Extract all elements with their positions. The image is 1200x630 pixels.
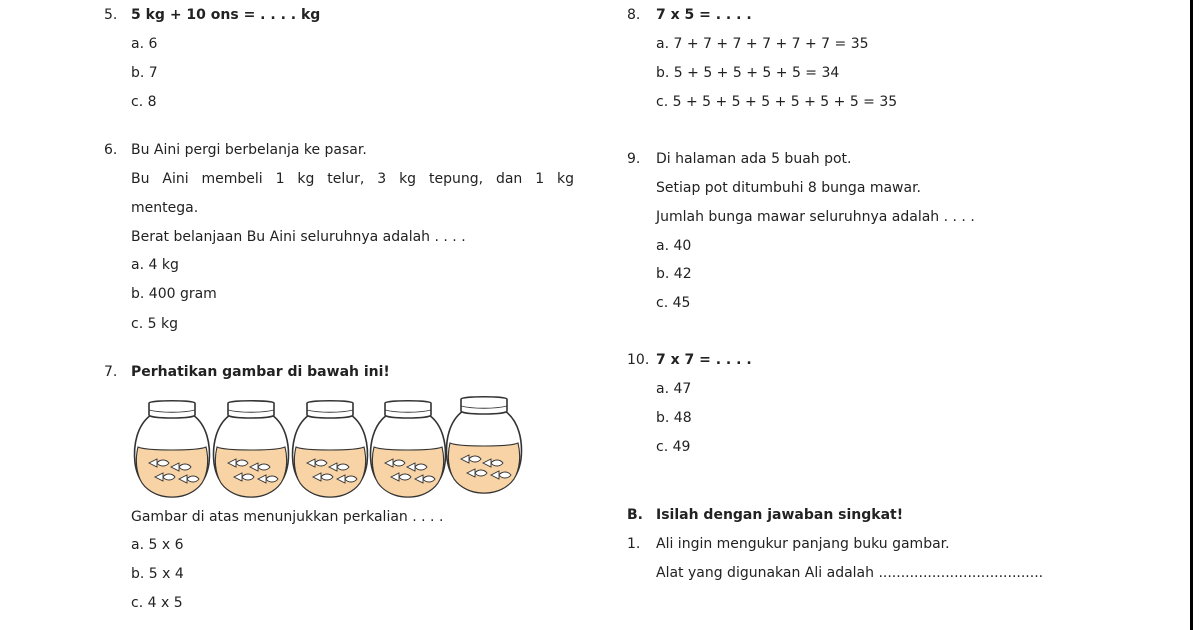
q7-option-a: a. 5 x 6: [131, 537, 184, 553]
fishbowl-3: [293, 401, 368, 497]
q9-option-b: b. 42: [656, 266, 692, 282]
q5-option-b: b. 7: [131, 65, 158, 81]
page-border: [1190, 0, 1193, 630]
q10-number: 10.: [627, 352, 650, 368]
fishbowls-svg: [131, 393, 527, 499]
q6-option-c: c. 5 kg: [131, 316, 178, 332]
q7-option-c: c. 4 x 5: [131, 595, 183, 611]
q9-line2: Setiap pot ditumbuhi 8 bunga mawar.: [656, 180, 922, 196]
q6-line3: mentega.: [131, 200, 199, 216]
b1-line2: Alat yang digunakan Ali adalah .....................................: [656, 565, 1044, 581]
q9-option-c: c. 45: [656, 295, 691, 311]
q7-text: Perhatikan gambar di bawah ini!: [131, 364, 390, 380]
section-b-title: Isilah dengan jawaban singkat!: [656, 507, 904, 523]
fishbowl-2: [214, 401, 289, 497]
b1-number: 1.: [627, 536, 641, 552]
q7-option-b: b. 5 x 4: [131, 566, 184, 582]
q5-option-c: c. 8: [131, 94, 157, 110]
q5-text: 5 kg + 10 ons = . . . . kg: [131, 7, 321, 23]
q6-option-a: a. 4 kg: [131, 257, 179, 273]
q10-option-a: a. 47: [656, 381, 692, 397]
fishbowls-illustration: [131, 393, 527, 499]
q6-number: 6.: [104, 142, 118, 158]
q6-line1: Bu Aini pergi berbelanja ke pasar.: [131, 142, 367, 158]
q5-option-a: a. 6: [131, 36, 158, 52]
q9-line1: Di halaman ada 5 buah pot.: [656, 151, 852, 167]
q10-text: 7 x 7 = . . . .: [656, 352, 752, 368]
b1-line1: Ali ingin mengukur panjang buku gambar.: [656, 536, 950, 552]
q7-number: 7.: [104, 364, 118, 380]
q10-option-c: c. 49: [656, 439, 691, 455]
section-b-label: B.: [627, 507, 643, 523]
q9-number: 9.: [627, 151, 641, 167]
q5-number: 5.: [104, 7, 118, 23]
q8-text: 7 x 5 = . . . .: [656, 7, 752, 23]
q10-option-b: b. 48: [656, 410, 692, 426]
q8-number: 8.: [627, 7, 641, 23]
q6-option-b: b. 400 gram: [131, 286, 217, 302]
q7-caption: Gambar di atas menunjukkan perkalian . . . .: [131, 509, 444, 525]
q9-line3: Jumlah bunga mawar seluruhnya adalah . . . .: [656, 209, 975, 225]
q8-option-b: b. 5 + 5 + 5 + 5 + 5 = 34: [656, 65, 840, 81]
q6-line2: Bu Aini membeli 1 kg telur, 3 kg tepung, dan 1 kg: [131, 171, 574, 187]
q6-line4: Berat belanjaan Bu Aini seluruhnya adalah . . . .: [131, 229, 466, 245]
q9-option-a: a. 40: [656, 238, 692, 254]
q8-option-c: c. 5 + 5 + 5 + 5 + 5 + 5 + 5 = 35: [656, 94, 898, 110]
fishbowl-1: [135, 401, 210, 497]
q8-option-a: a. 7 + 7 + 7 + 7 + 7 + 7 = 35: [656, 36, 869, 52]
fishbowl-4: [371, 401, 446, 497]
fishbowl-5: [447, 397, 522, 493]
